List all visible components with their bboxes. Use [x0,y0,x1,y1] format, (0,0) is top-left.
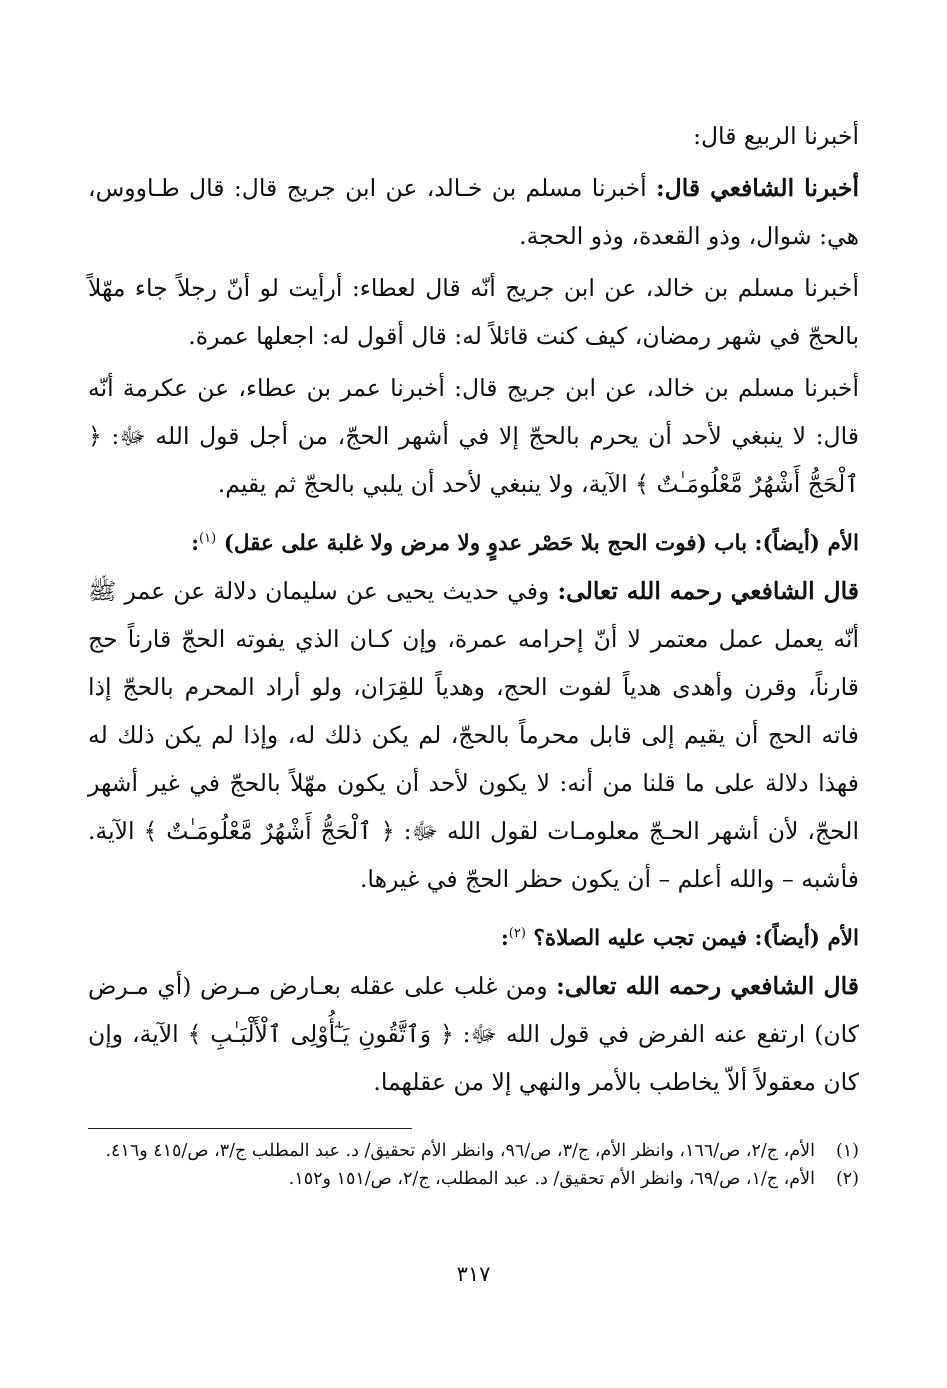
footnote-2-number: (٢) [835,1169,859,1190]
paragraph-2 [88,264,859,360]
speaker-lead: أخبرنا الشافعي قال: [655,174,859,202]
paragraph-4 [88,567,859,903]
footnote-separator [88,1128,412,1129]
section-heading-1 [88,516,859,567]
heading-2-colon: : [500,926,509,952]
paragraph-intro [88,112,859,160]
footnote-ref-2: (٢) [508,926,526,942]
speaker-lead-2: قال الشافعي رحمه الله تعالى: [557,577,859,606]
speaker-lead-3: قال الشافعي رحمه الله تعالى: [556,972,859,1001]
footnote-2-text: الأم، ج/١، ص/٦٩، وانظر الأم تحقيق/ د. عبد المطلب، ج/٢، ص/١٥١ و١٥٢. [288,1169,815,1190]
footnote-1 [88,1137,859,1165]
footnote-ref-1: (١) [199,531,217,546]
footnote-2 [88,1165,859,1193]
paragraph-3 [88,364,859,508]
paragraph-3-text: أخبرنا مسلم بن خالد، عن ابن جريج قال: أخبرنا عمر بن عطاء، عن عكرمة أنّه قال: لا ينبغي لأحد أن يحرم بالحجّ إلا في أشهر الحجّ، من أجل قول الله ﷻ: ﴿ ٱلْحَجُّ أَشْهُرٌ مَّعْلُومَـٰتٌ ﴾ الآية، ولا ينبغي لأحد أن يلبي بالحجّ ثم يقيم. [88,374,859,498]
section-heading-2-text: الأم (أيضاً): فيمن تجب عليه الصلاة؟ [533,926,859,952]
footnote-separator-wrap [88,1106,859,1137]
page-number: ٣١٧ [456,1262,491,1286]
footnote-1-number: (١) [835,1141,859,1162]
paragraph-5-text: ومن غلب على عقله بعـارض مـرض (أي مـرض كان) ارتفع عنه الفرض في قول الله ﷻ: ﴿ وَٱتَّقُونِ يَـٰٓأُوْلِى ٱلْأَلْبَـٰبِ ﴾ الآية، وإن كان معقولاً ألاّ يخاطب بالأمر والنهي إلا من عقلهما. [88,972,859,1097]
intro-text: أخبرنا الربيع قال: [693,122,859,150]
paragraph-5 [88,962,859,1106]
section-heading-1-text: الأم (أيضاً): باب (فوت الحج بلا حَصْر عدوٍ ولا مرض ولا غلبة على عقل) [223,531,859,557]
paragraph-2-text: أخبرنا مسلم بن خالد، عن ابن جريج أنّه قال لعطاء: أرأيت لو أنّ رجلاً جاء مهّلاً بالحجّ في شهر رمضان، كيف كنت قائلاً له: قال أقول له: اجعلها عمرة. [88,274,859,350]
paragraph-4-text: وفي حديث يحيى عن سليمان دلالة عن عمر ﷺ أنّه يعمل عمل معتمر لا أنّ إحرامه عمرة، وإن كـان الذي يفوته الحجّ قارناً حج قارناً، وقرن وأهدى هدياً لفوت الحج، وهدياً للقِرَان، ولو أراد المحرم بالحجّ إذا فاته الحج أن يقيم إلى قابل محرماً بالحجّ، لم يكن ذلك له، وإذا لم يكن ذلك له فهذا دلالة على ما قلنا من أنه: لا يكون لأحد أن يكون مهّلاً بالحجّ في غير أشهر الحجّ، لأن أشهر الحـجّ معلومـات لقول الله ﷻ: ﴿ ٱلْحَجُّ أَشْهُرٌ مَّعْلُومَـٰتٌ ﴾ الآية. فأشبه – والله أعلم – أن يكون حظر الحجّ في غيرها. [88,577,859,894]
footnote-1-text: الأم، ج/٢، ص/١٦٦، وانظر الأم، ج/٣، ص/٩٦، وانظر الأم تحقيق/ د. عبد المطلب ج/٣، ص/٤١٥ و٤١٦. [105,1141,815,1162]
section-heading-2 [88,911,859,962]
paragraph-1 [88,164,859,260]
heading-1-colon: : [191,531,200,557]
paragraph-1-text: أخبرنا مسلم بن خـالد، عن ابن جريج قال: قال طـاووس، هي: شوال، وذو القعدة، وذو الحجة. [88,174,859,250]
